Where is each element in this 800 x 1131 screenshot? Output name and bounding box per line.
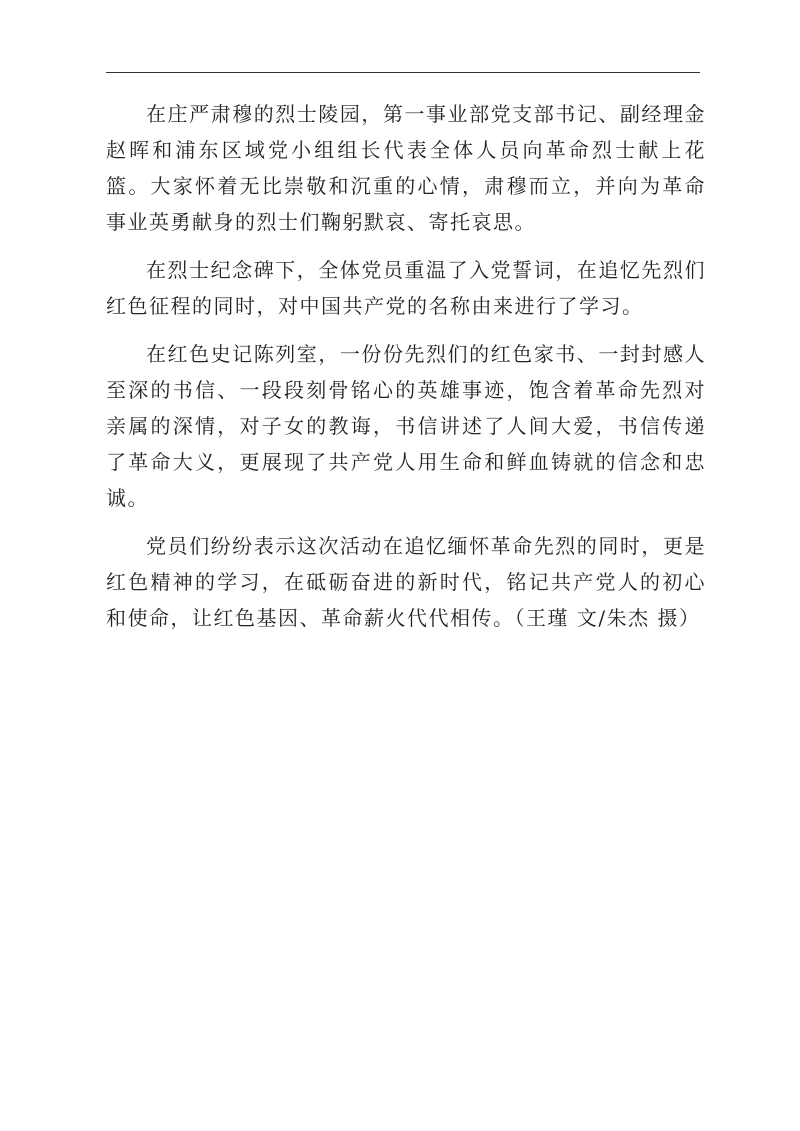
paragraph-cemetery-tribute: 在庄严肃穆的烈士陵园，第一事业部党支部书记、副经理金赵晖和浦东区域党小组组长代表全体人员向革命烈士献上花篮。大家怀着无比崇敬和沉重的心情，肃穆而立，并向为革命事业英勇献身的烈士们鞠躬默哀、寄托哀思。 — [106, 102, 706, 234]
paragraph-closing-credits: 党员们纷纷表示这次活动在追忆缅怀革命先烈的同时，更是红色精神的学习，在砥砺奋进的新时代，铭记共产党人的初心和使命，让红色基因、革命薪火代代相传。（王瑾 文/朱杰 摄） — [106, 534, 706, 630]
article-body — [106, 96, 706, 648]
header-divider — [106, 72, 700, 73]
paragraph-exhibition-room: 在红色史记陈列室，一份份先烈们的红色家书、一封封感人至深的书信、一段段刻骨铭心的英雄事迹，饱含着革命先烈对亲属的深情，对子女的教诲，书信讲述了人间大爱，书信传递了革命大义，更展现了共产党人用生命和鲜血铸就的信念和忠诚。 — [106, 342, 706, 510]
paragraph-monument-oath: 在烈士纪念碑下，全体党员重温了入党誓词，在追忆先烈们红色征程的同时，对中国共产党的名称由来进行了学习。 — [106, 258, 706, 318]
